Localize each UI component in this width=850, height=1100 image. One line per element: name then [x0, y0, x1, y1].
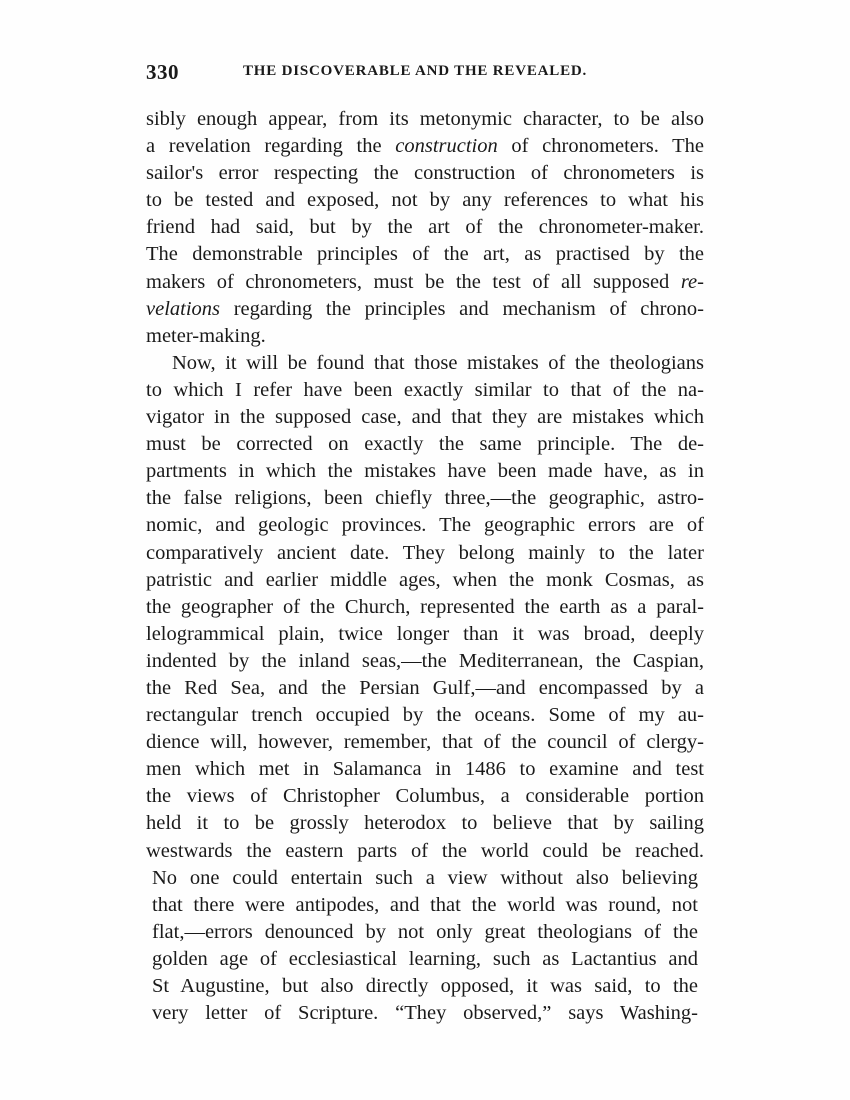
text-line: No one could entertain such a view without also believing — [152, 866, 698, 889]
body-text — [146, 106, 704, 1027]
text-line: to be tested and exposed, not by any references to what his — [146, 189, 704, 212]
text-line: to which I refer have been exactly similar to that of the na- — [146, 378, 704, 401]
page-number: 330 — [146, 60, 179, 84]
text-line: velations regarding the principles and mechanism of chrono- — [146, 297, 704, 320]
text-line: westwards the eastern parts of the world could be reached. — [146, 839, 704, 862]
text-line: The demonstrable principles of the art, as practised by the — [146, 243, 704, 266]
text-line: sibly enough appear, from its metonymic character, to be also — [146, 108, 704, 130]
running-title: THE DISCOVERABLE AND THE REVEALED. — [243, 63, 588, 79]
text-line: men which met in Salamanca in 1486 to examine and test — [146, 758, 704, 781]
text-line: must be corrected on exactly the same principle. The de- — [146, 433, 704, 456]
text-line: a revelation regarding the construction of chronometers. The — [146, 135, 704, 158]
text-line: comparatively ancient date. They belong mainly to the later — [146, 541, 704, 564]
text-line: dience will, however, remember, that of the council of clergy- — [146, 731, 704, 754]
text-line: the Red Sea, and the Persian Gulf,—and encompassed by a — [146, 676, 704, 699]
text-line: lelogrammical plain, twice longer than it was broad, deeply — [146, 622, 704, 645]
text-line: patristic and earlier middle ages, when the monk Cosmas, as — [146, 568, 704, 591]
text-line: sailor's error respecting the construction of chronometers is — [146, 162, 704, 185]
italic-word: velations — [146, 297, 221, 320]
italic-word: re- — [680, 270, 704, 293]
text-line: rectangular trench occupied by the oceans. Some of my au- — [146, 704, 704, 727]
text-line: flat,—errors denounced by not only great theologians of the — [152, 920, 698, 943]
text-line: the false religions, been chiefly three,—the geographic, astro- — [146, 487, 704, 510]
text-line: the geographer of the Church, represented the earth as a paral- — [146, 595, 704, 618]
paragraph-start-line: Now, it will be found that those mistakes of the theologians — [172, 351, 704, 374]
text-line: nomic, and geologic provinces. The geographic errors are of — [146, 514, 704, 537]
text-line: friend had said, but by the art of the chronometer-maker. — [146, 216, 704, 239]
text-line: partments in which the mistakes have been made have, as in — [146, 460, 704, 483]
running-head — [146, 60, 702, 88]
text-line: the views of Christopher Columbus, a considerable portion — [146, 785, 704, 808]
text-line: very letter of Scripture. “They observed,” says Washing- — [152, 1002, 698, 1025]
text-line: vigator in the supposed case, and that they are mistakes which — [146, 406, 704, 429]
text-line: golden age of ecclesiastical learning, such as Lactantius and — [152, 947, 698, 970]
text-line: held it to be grossly heterodox to believe that by sailing — [146, 812, 704, 835]
text-line: that there were antipodes, and that the world was round, not — [152, 893, 698, 916]
italic-word: construction — [395, 135, 498, 158]
text-line: indented by the inland seas,—the Mediterranean, the Caspian, — [146, 649, 704, 672]
text-line: meter-making. — [146, 324, 266, 347]
text-line: makers of chronometers, must be the test of all supposed re- — [146, 270, 704, 293]
text-line: St Augustine, but also directly opposed, it was said, to the — [152, 975, 698, 997]
